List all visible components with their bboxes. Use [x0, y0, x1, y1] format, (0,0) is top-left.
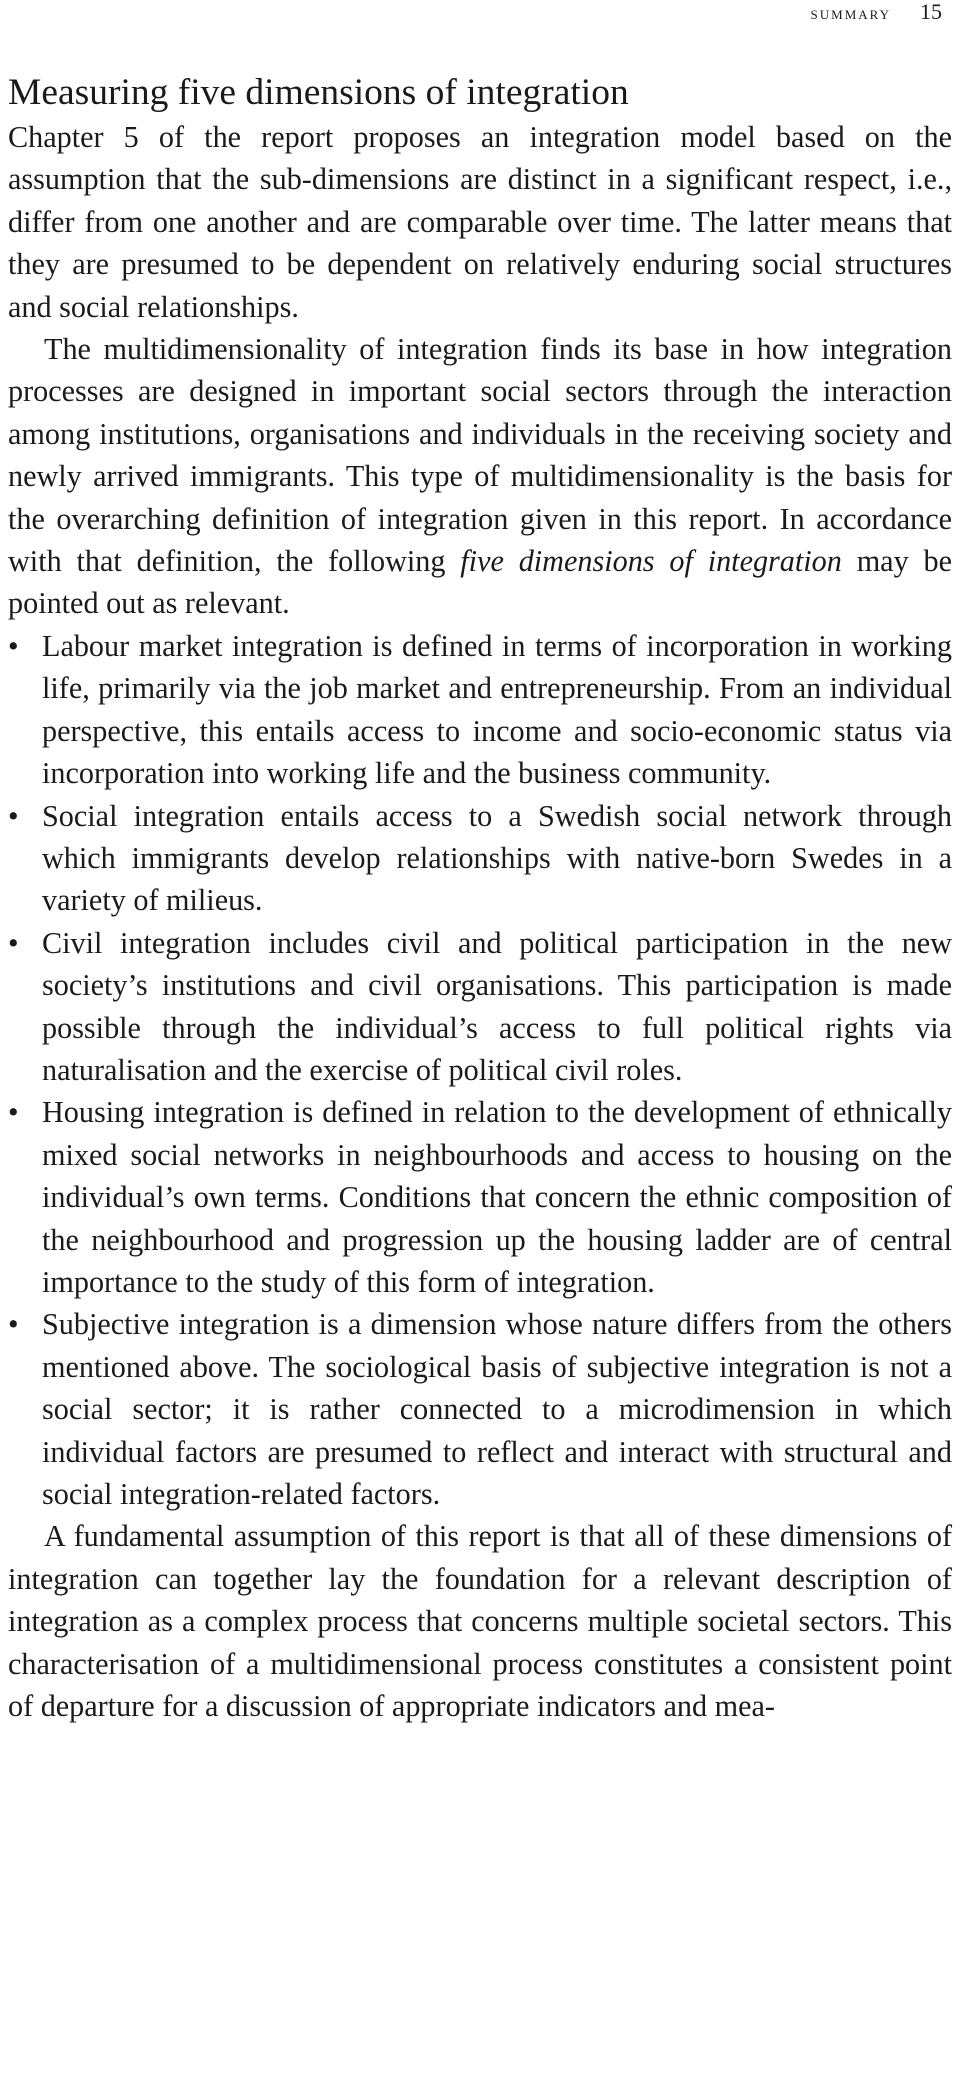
bullet-icon: • [8, 1307, 19, 1342]
list-item-labour-market [8, 625, 952, 795]
bullet-icon: • [8, 925, 19, 960]
paragraph-multidimensionality [8, 328, 952, 625]
list-item-social [8, 795, 952, 922]
list-item-text: Housing integration is defined in relation to the development of ethnically mixed social networks in neighbourhoods and access to housing on the individual’s own terms. Conditions that concern the ethnic composition of the neighbourhood and progression up the housing ladder are of central importance to the study of this form of integration. [42, 1095, 952, 1299]
running-head [811, 0, 942, 25]
list-item-civil [8, 922, 952, 1092]
paragraph-intro: Chapter 5 of the report proposes an integration model based on the assumption that the sub-dimensions are distinct in a significant respect, i.e., differ from one another and are comparable over time. The latter means that they are presumed to be dependent on relatively enduring social structures and social relationships. [8, 120, 952, 324]
list-item-text: Social integration entails access to a Swedish social network through which immigrants develop relationships with native-born Swedes in a variety of milieus. [42, 798, 952, 918]
paragraph-assumption: A fundamental assumption of this report is that all of these dimensions of integration can together lay the foundation for a relevant description of integration as a complex process that concerns multiple societal sectors. This characterisation of a multidimensional process constitutes a consistent point of departure for a discussion of appropriate indicators and mea- [8, 1519, 952, 1724]
list-item-text: Subjective integration is a dimension whose nature differs from the others mentioned above. The sociological basis of subjective integration is not a social sector; it is rather connected to a microdimension in which individual factors are presumed to reflect and interact with structural and social integration-related factors. [42, 1307, 952, 1511]
running-head-section: summary [810, 3, 891, 23]
dimensions-list [8, 625, 952, 1516]
bullet-icon: • [8, 798, 19, 833]
list-item-housing [8, 1091, 952, 1303]
page-number: 15 [920, 0, 942, 24]
paragraph-text-tail: may be pointed out as relevant. [8, 544, 952, 621]
list-item-text: Labour market integration is defined in terms of incorporation in working life, primarily via the job market and entrepreneurship. From an individual perspective, this entails access to income and socio-economic status via incorporation into working life and the business community. [42, 628, 952, 791]
body-text [8, 116, 952, 1727]
emphasis-text: five dimensions of integration [460, 544, 842, 579]
list-item-subjective [8, 1303, 952, 1515]
bullet-icon: • [8, 1095, 19, 1130]
bullet-icon: • [8, 628, 19, 663]
list-item-text: Civil integration includes civil and political participation in the new society’s institutions and civil organisations. This participation is made possible through the individual’s access to full political rights via naturalisation and the exercise of political civil roles. [42, 925, 952, 1087]
section-heading: Measuring five dimensions of integration [8, 72, 629, 113]
paragraph-text: The multidimensionality of integration finds its base in how integration processes are designed in important social sectors through the interaction among institutions, organisations and individuals in the receiving society and newly arrived immigrants. This type of multidimensionality is the basis for the overarching definition of integration given in this report. In accordance with that definition, the following [8, 332, 952, 579]
